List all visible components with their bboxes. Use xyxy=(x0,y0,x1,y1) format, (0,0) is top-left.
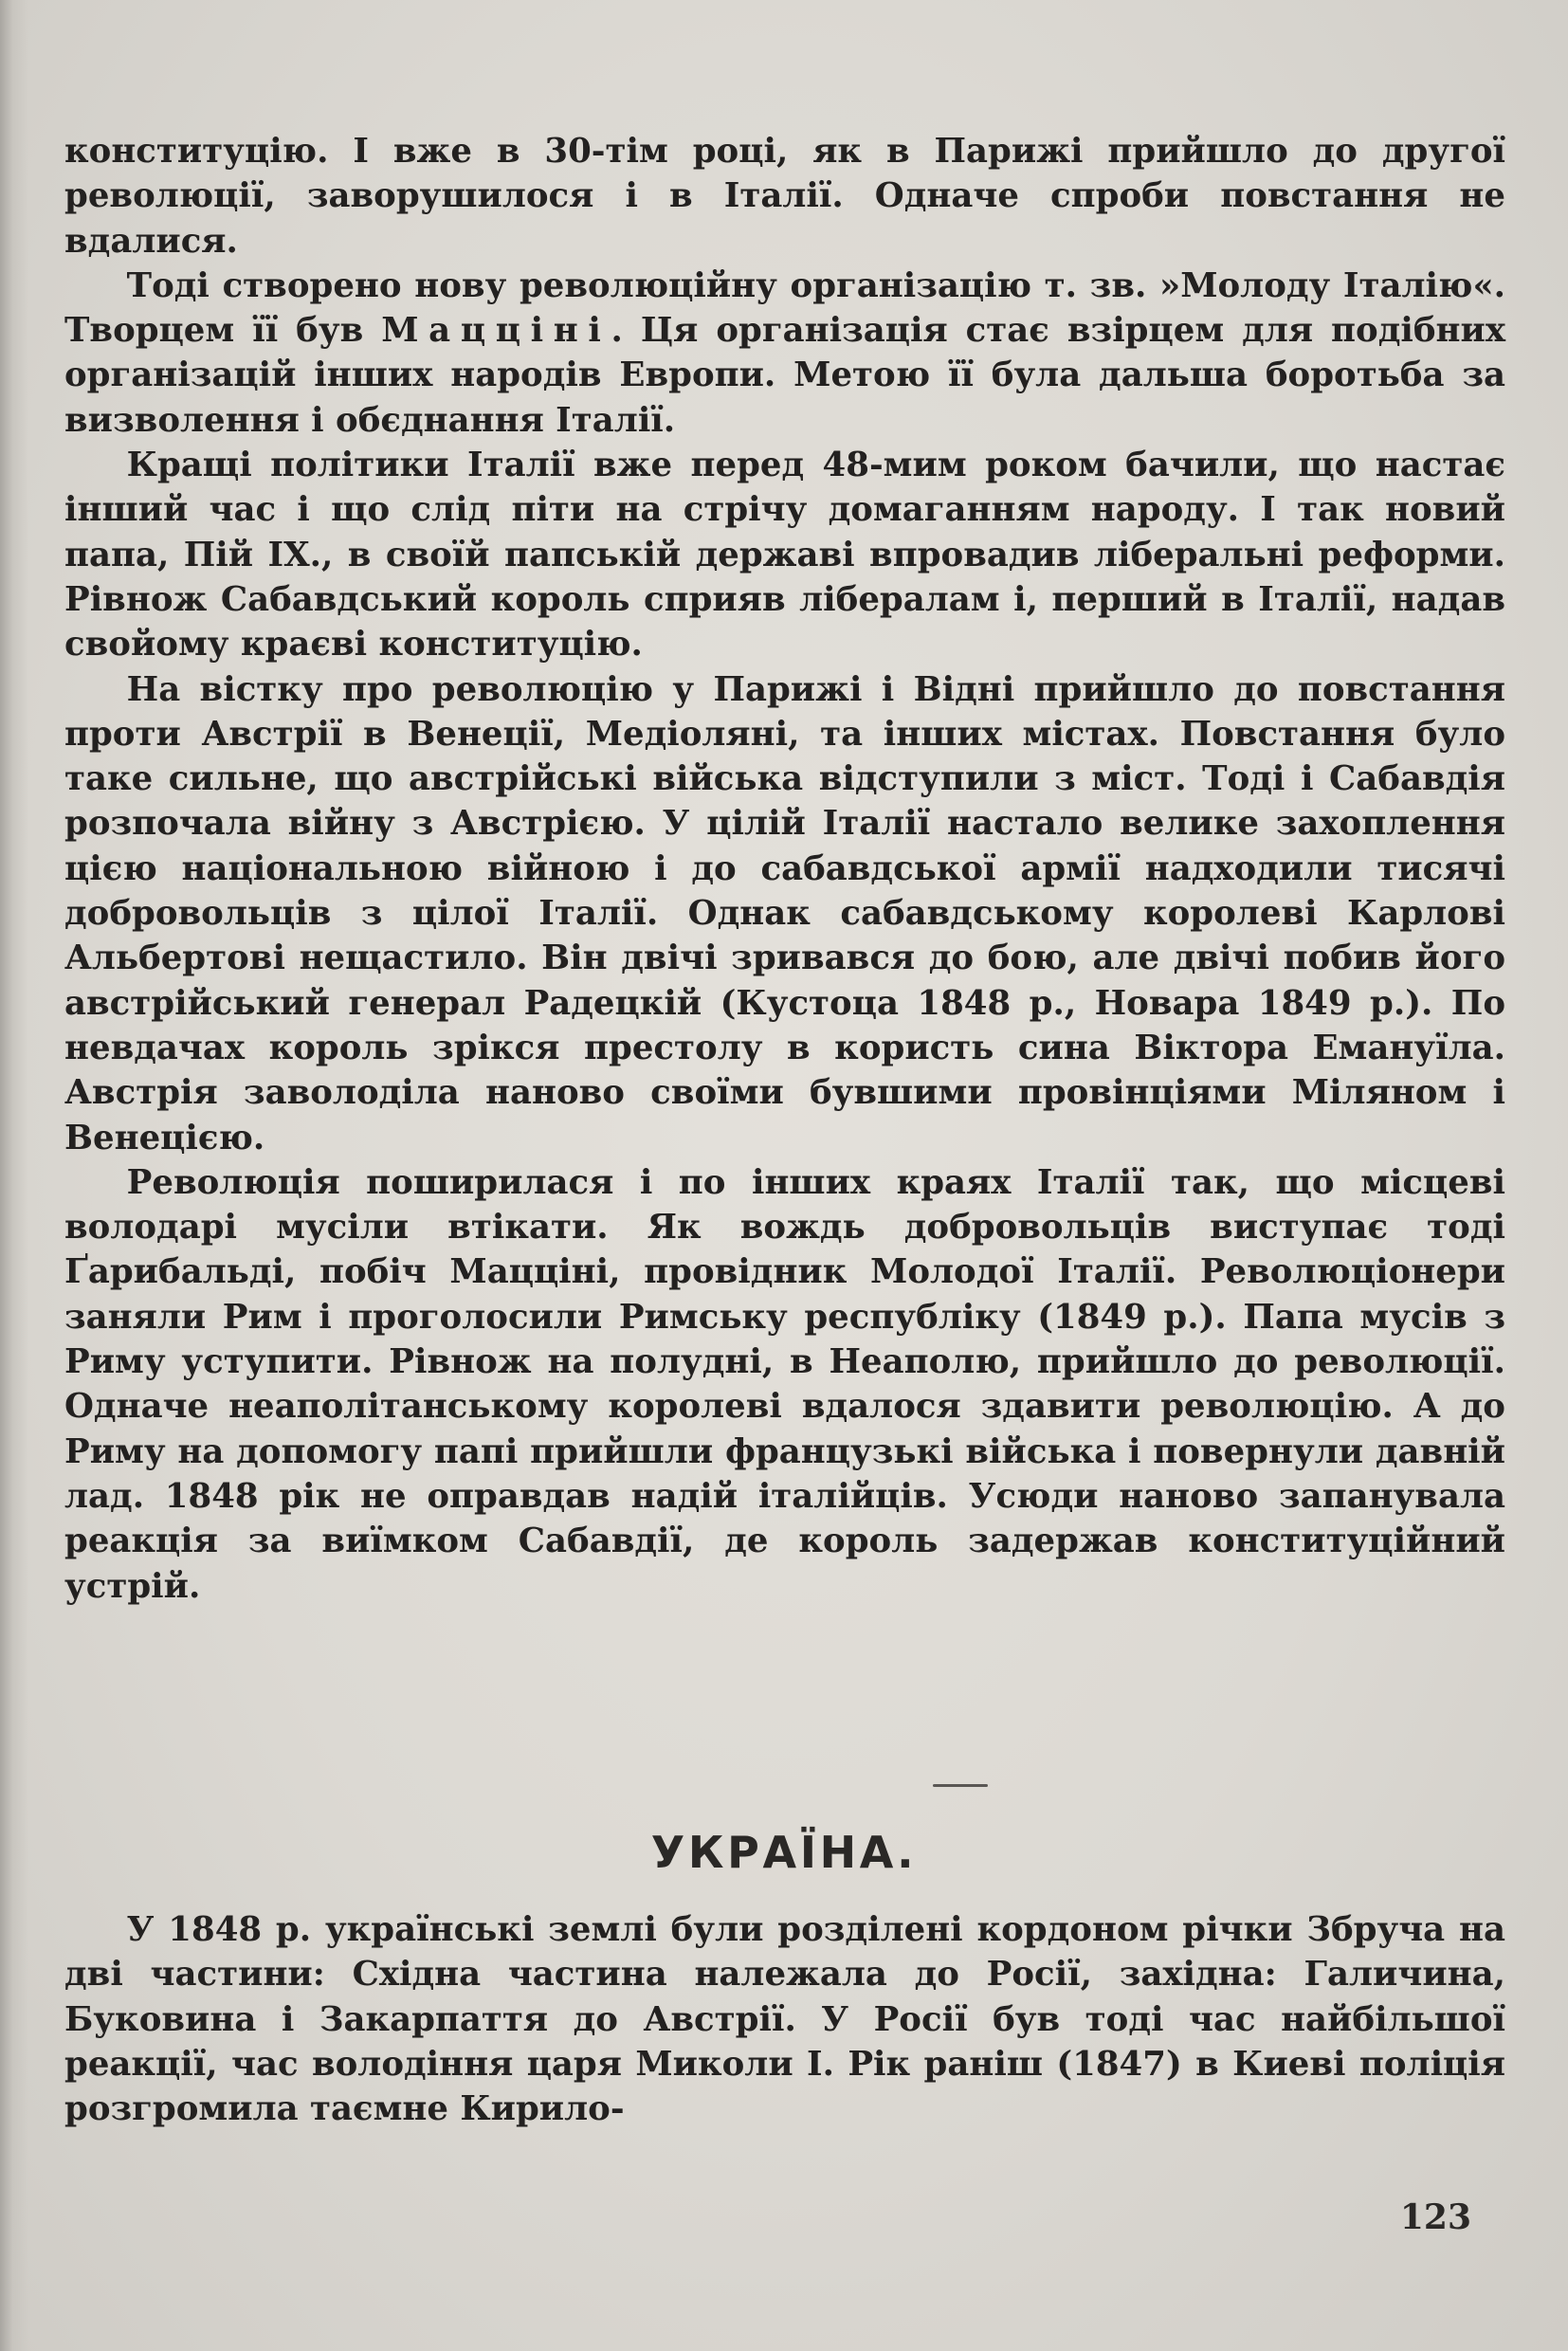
mazzini-name: Мацціні xyxy=(381,311,611,351)
paragraph-1: конституцію. І вже в 30-тім році, як в Парижі прийшло до другої революції, заворушилося і в Італії. Одначе спроби повстання не вдалися. xyxy=(64,132,1505,261)
paragraph-2 xyxy=(64,264,1505,443)
binding-shadow xyxy=(0,0,28,2351)
paragraph-2-after: . Ця організація стає взірцем для подібних організацій інших народів Европи. Метою її була дальша боротьба за визволення і обєднання Італії. xyxy=(64,311,1505,440)
ukraine-paragraph-1: У 1848 р. українські землі були розділені кордоном річки Збруча на дві частини: Східна частина належала до Росії, західна: Галичина, Буковина і Закарпаття до Австрії. У Росії був тоді час найбільшої реакції, час володіння царя Миколи І. Рік раніш (1847) в Киеві поліція розгромила таємне Кирило- xyxy=(64,1910,1505,2129)
paragraph-3: Кращі політики Італії вже перед 48-мим роком бачили, що настає інший час і що слід піти на стрічу домаганням народу. І так новий папа, Пій IX., в своїй папській державі впровадив ліберальні реформи. Рівнож Сабавдський король сприяв лібералам і, перший в Італії, надав свойому краєві конституцію. xyxy=(64,446,1505,665)
section-heading: УКРАЇНА. xyxy=(650,1827,918,1878)
ukraine-section-text xyxy=(64,1907,1505,2131)
paragraph-4: На вістку про революцію у Парижі і Відні прийшло до повстання проти Австрії в Венеції, Медіоляні, та інших містах. Повстання було таке сильне, що австрійські війська відступили з міст. Тоді і Сабавдія розпочала війну з Австрією. У цілій Італії настало велике захоплення цією національною війною і до сабавдської армії надходили тисячі добровольців з цілої Італії. Однак сабавдському королеві Карлові Альбертові нещастило. Він двічі зривався до бою, але двічі побив його австрійський генерал Радецкій (Кустоца 1848 р., Новара 1849 р.). По невдачах король зрікся престолу в користь сина Віктора Емануїла. Австрія заволоділа наново своїми бувшими провінціями Міляном і Венецією. xyxy=(64,669,1505,1157)
divider-ornament xyxy=(933,1784,988,1787)
italy-section-text xyxy=(64,129,1505,1609)
paragraph-5: Революція поширилася і по інших краях Італії так, що місцеві володарі мусіли втікати. Як вождь добровольців виступає тоді Ґарибальді, побіч Мацціні, провідник Молодої Італії. Революціонери заняли Рим і проголосили Римську республіку (1849 р.). Папа мусів з Риму уступити. Рівнож на полудні, в Неаполю, прийшло до революції. Одначе неаполітанському королеві вдалося здавити революцію. А до Риму на допомогу папі прийшли французькі війська і повернули давній лад. 1848 рік не оправдав надій італійців. Усюди наново запанувала реакція за виїмком Сабавдії, де король задержав конституційний устрій. xyxy=(64,1162,1505,1606)
page-number: 123 xyxy=(1399,2197,1471,2237)
paragraph-2-before: Тоді створено нову революційну організацію т. зв. »Молоду Італію«. Творцем її був xyxy=(64,265,1505,351)
